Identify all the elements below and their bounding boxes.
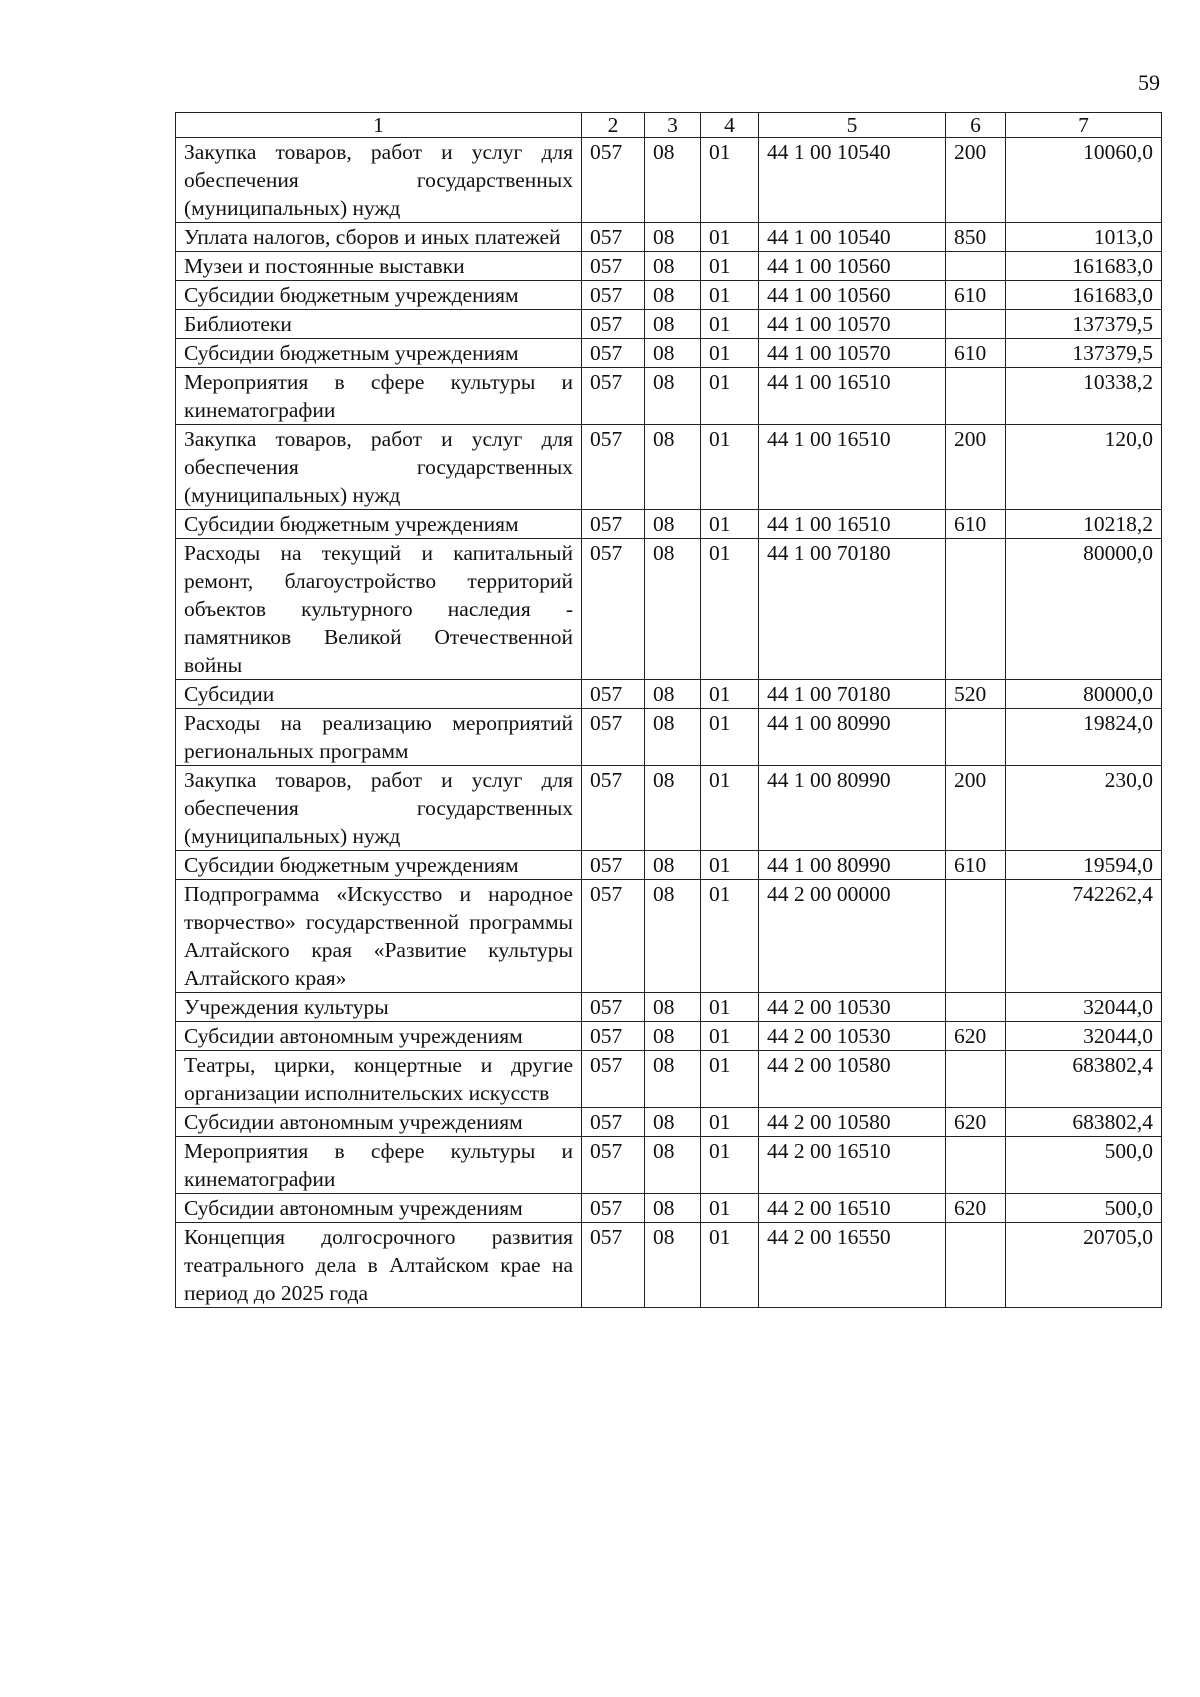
row-amount: 161683,0 [1006,281,1162,310]
row-name: Учреждения культуры [176,993,582,1022]
row-name: Субсидии бюджетным учреждениям [176,339,582,368]
row-section-code: 08 [645,339,701,368]
page-number: 59 [1138,70,1160,95]
row-expense-type: 520 [946,680,1006,709]
row-ved-code: 057 [582,1194,645,1223]
row-target-article: 44 1 00 10570 [759,339,946,368]
row-amount: 120,0 [1006,425,1162,510]
row-amount: 80000,0 [1006,539,1162,680]
row-ved-code: 057 [582,766,645,851]
table-row [176,1137,1162,1194]
row-subsection-code: 01 [701,310,759,339]
row-section-code: 08 [645,252,701,281]
row-section-code: 08 [645,993,701,1022]
row-amount: 742262,4 [1006,880,1162,993]
row-section-code: 08 [645,709,701,766]
row-amount: 230,0 [1006,766,1162,851]
row-section-code: 08 [645,851,701,880]
header-col-6: 6 [946,113,1006,138]
row-amount: 10338,2 [1006,368,1162,425]
row-section-code: 08 [645,138,701,223]
row-name: Концепция долгосрочного развития театрального дела в Алтайском крае на период до 2025 года [176,1223,582,1308]
row-subsection-code: 01 [701,138,759,223]
row-target-article: 44 1 00 80990 [759,709,946,766]
row-name: Мероприятия в сфере культуры и кинематографии [176,1137,582,1194]
row-target-article: 44 1 00 80990 [759,851,946,880]
row-ved-code: 057 [582,709,645,766]
row-subsection-code: 01 [701,252,759,281]
table-row [176,709,1162,766]
row-ved-code: 057 [582,252,645,281]
table-row [176,310,1162,339]
header-col-2: 2 [582,113,645,138]
row-section-code: 08 [645,1137,701,1194]
row-subsection-code: 01 [701,709,759,766]
row-target-article: 44 2 00 10530 [759,1022,946,1051]
row-name: Мероприятия в сфере культуры и кинематографии [176,368,582,425]
row-subsection-code: 01 [701,1108,759,1137]
row-ved-code: 057 [582,138,645,223]
row-target-article: 44 2 00 16550 [759,1223,946,1308]
table-row [176,425,1162,510]
row-subsection-code: 01 [701,1194,759,1223]
row-target-article: 44 2 00 16510 [759,1137,946,1194]
table-body [176,138,1162,1308]
table-row [176,281,1162,310]
row-section-code: 08 [645,539,701,680]
row-amount: 32044,0 [1006,993,1162,1022]
row-expense-type [946,880,1006,993]
row-name: Субсидии бюджетным учреждениям [176,281,582,310]
row-subsection-code: 01 [701,1022,759,1051]
row-expense-type: 200 [946,138,1006,223]
row-target-article: 44 1 00 80990 [759,766,946,851]
table-row [176,880,1162,993]
row-name: Расходы на реализацию мероприятий региональных программ [176,709,582,766]
row-name: Библиотеки [176,310,582,339]
row-amount: 161683,0 [1006,252,1162,281]
row-section-code: 08 [645,1051,701,1108]
row-ved-code: 057 [582,339,645,368]
row-name: Закупка товаров, работ и услуг для обеспечения государственных (муниципальных) нужд [176,425,582,510]
row-section-code: 08 [645,1108,701,1137]
row-amount: 137379,5 [1006,310,1162,339]
row-name: Субсидии автономным учреждениям [176,1108,582,1137]
row-ved-code: 057 [582,539,645,680]
row-subsection-code: 01 [701,993,759,1022]
row-expense-type: 200 [946,425,1006,510]
row-expense-type [946,1137,1006,1194]
row-section-code: 08 [645,368,701,425]
table-row [176,1108,1162,1137]
table-row [176,339,1162,368]
row-target-article: 44 1 00 10540 [759,138,946,223]
row-section-code: 08 [645,223,701,252]
row-name: Музеи и постоянные выставки [176,252,582,281]
row-amount: 683802,4 [1006,1108,1162,1137]
table-row [176,851,1162,880]
row-target-article: 44 2 00 16510 [759,1194,946,1223]
header-col-1: 1 [176,113,582,138]
row-subsection-code: 01 [701,425,759,510]
row-name: Субсидии [176,680,582,709]
row-name: Расходы на текущий и капитальный ремонт, благоустройство территорий объектов культурного наследия - памятников Великой Отечественной войны [176,539,582,680]
row-expense-type: 610 [946,851,1006,880]
row-amount: 80000,0 [1006,680,1162,709]
table-row [176,1223,1162,1308]
row-expense-type [946,252,1006,281]
row-expense-type [946,1223,1006,1308]
table-row [176,1022,1162,1051]
row-subsection-code: 01 [701,1137,759,1194]
header-row [176,113,1162,138]
row-subsection-code: 01 [701,880,759,993]
header-col-5: 5 [759,113,946,138]
row-ved-code: 057 [582,1223,645,1308]
row-ved-code: 057 [582,425,645,510]
row-target-article: 44 2 00 10580 [759,1051,946,1108]
row-subsection-code: 01 [701,680,759,709]
row-name: Уплата налогов, сборов и иных платежей [176,223,582,252]
header-col-3: 3 [645,113,701,138]
row-expense-type [946,1051,1006,1108]
row-ved-code: 057 [582,310,645,339]
row-section-code: 08 [645,281,701,310]
row-expense-type: 610 [946,510,1006,539]
table-row [176,223,1162,252]
row-section-code: 08 [645,1223,701,1308]
row-target-article: 44 1 00 10560 [759,252,946,281]
row-ved-code: 057 [582,880,645,993]
table-row [176,766,1162,851]
row-name: Субсидии бюджетным учреждениям [176,510,582,539]
row-amount: 683802,4 [1006,1051,1162,1108]
row-amount: 10060,0 [1006,138,1162,223]
table-row [176,368,1162,425]
row-amount: 500,0 [1006,1137,1162,1194]
row-name: Субсидии автономным учреждениям [176,1194,582,1223]
row-subsection-code: 01 [701,281,759,310]
row-expense-type: 620 [946,1108,1006,1137]
row-target-article: 44 1 00 10540 [759,223,946,252]
row-target-article: 44 1 00 10560 [759,281,946,310]
row-ved-code: 057 [582,851,645,880]
row-expense-type: 610 [946,339,1006,368]
row-target-article: 44 1 00 16510 [759,425,946,510]
row-expense-type [946,368,1006,425]
row-subsection-code: 01 [701,766,759,851]
row-name: Театры, цирки, концертные и другие организации исполнительских искусств [176,1051,582,1108]
row-amount: 32044,0 [1006,1022,1162,1051]
row-section-code: 08 [645,680,701,709]
row-ved-code: 057 [582,1108,645,1137]
row-ved-code: 057 [582,1051,645,1108]
row-target-article: 44 2 00 10580 [759,1108,946,1137]
row-target-article: 44 1 00 16510 [759,368,946,425]
row-section-code: 08 [645,1022,701,1051]
row-ved-code: 057 [582,680,645,709]
row-target-article: 44 1 00 70180 [759,539,946,680]
row-subsection-code: 01 [701,339,759,368]
row-amount: 20705,0 [1006,1223,1162,1308]
table-row [176,252,1162,281]
row-ved-code: 057 [582,368,645,425]
row-section-code: 08 [645,510,701,539]
header-col-7: 7 [1006,113,1162,138]
row-subsection-code: 01 [701,510,759,539]
row-subsection-code: 01 [701,1051,759,1108]
row-expense-type [946,993,1006,1022]
row-name: Подпрограмма «Искусство и народное творчество» государственной программы Алтайского края «Развитие культуры Алтайского края» [176,880,582,993]
row-expense-type: 620 [946,1022,1006,1051]
row-expense-type: 850 [946,223,1006,252]
row-target-article: 44 1 00 70180 [759,680,946,709]
row-expense-type: 200 [946,766,1006,851]
row-name: Закупка товаров, работ и услуг для обеспечения государственных (муниципальных) нужд [176,766,582,851]
row-amount: 19594,0 [1006,851,1162,880]
budget-table [175,112,1162,1308]
row-target-article: 44 1 00 10570 [759,310,946,339]
row-amount: 10218,2 [1006,510,1162,539]
row-section-code: 08 [645,310,701,339]
row-section-code: 08 [645,1194,701,1223]
row-target-article: 44 2 00 10530 [759,993,946,1022]
row-ved-code: 057 [582,510,645,539]
row-amount: 137379,5 [1006,339,1162,368]
table-row [176,1194,1162,1223]
row-expense-type: 620 [946,1194,1006,1223]
row-amount: 19824,0 [1006,709,1162,766]
row-expense-type [946,539,1006,680]
row-amount: 500,0 [1006,1194,1162,1223]
table-row [176,680,1162,709]
row-subsection-code: 01 [701,223,759,252]
row-subsection-code: 01 [701,1223,759,1308]
table-row [176,138,1162,223]
row-amount: 1013,0 [1006,223,1162,252]
row-subsection-code: 01 [701,368,759,425]
table-row [176,1051,1162,1108]
row-expense-type [946,709,1006,766]
row-section-code: 08 [645,880,701,993]
table-header [176,113,1162,138]
row-expense-type [946,310,1006,339]
table-row [176,539,1162,680]
row-section-code: 08 [645,766,701,851]
header-col-4: 4 [701,113,759,138]
table-row [176,510,1162,539]
row-name: Субсидии автономным учреждениям [176,1022,582,1051]
row-ved-code: 057 [582,1137,645,1194]
row-target-article: 44 1 00 16510 [759,510,946,539]
row-name: Субсидии бюджетным учреждениям [176,851,582,880]
row-ved-code: 057 [582,1022,645,1051]
row-name: Закупка товаров, работ и услуг для обеспечения государственных (муниципальных) нужд [176,138,582,223]
row-section-code: 08 [645,425,701,510]
row-ved-code: 057 [582,281,645,310]
row-expense-type: 610 [946,281,1006,310]
row-target-article: 44 2 00 00000 [759,880,946,993]
table-row [176,993,1162,1022]
row-subsection-code: 01 [701,539,759,680]
row-subsection-code: 01 [701,851,759,880]
row-ved-code: 057 [582,223,645,252]
row-ved-code: 057 [582,993,645,1022]
